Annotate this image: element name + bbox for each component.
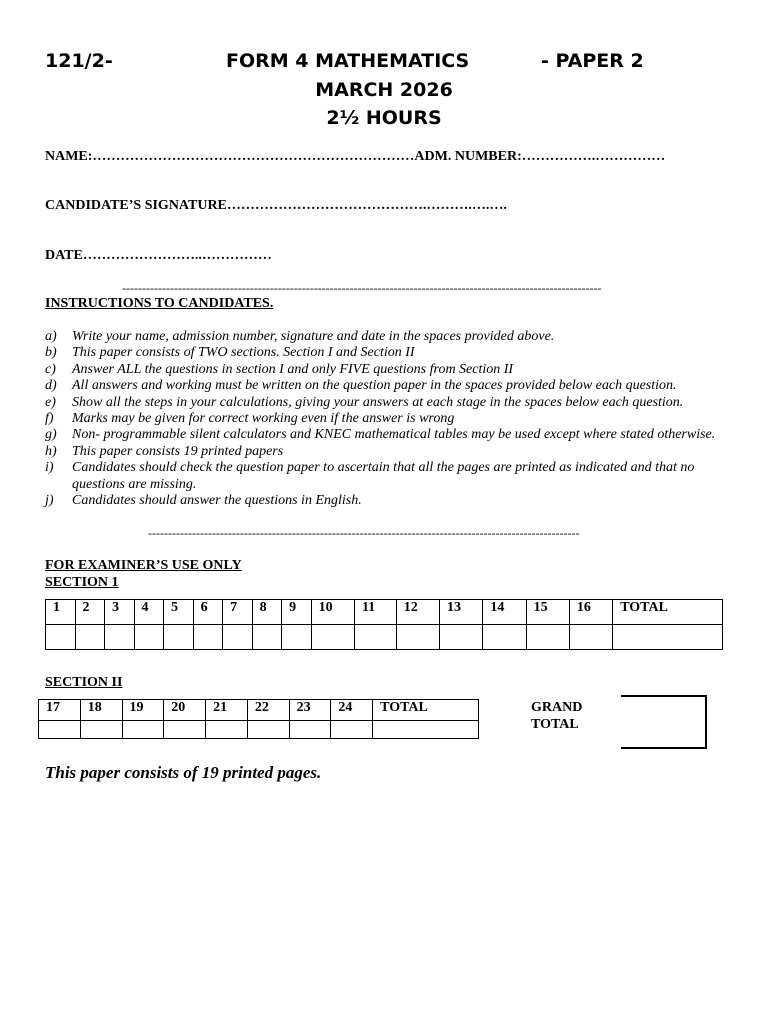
instruction-item: [45, 329, 725, 345]
instruction-letter: i): [45, 460, 54, 476]
grand-total-line2: TOTAL: [531, 717, 579, 732]
section2-score-cell[interactable]: [373, 721, 479, 739]
section2-col-header: TOTAL: [373, 700, 479, 721]
section1-score-cell[interactable]: [46, 625, 76, 650]
section1-col-header: 5: [164, 600, 194, 625]
section1-heading: SECTION 1: [45, 575, 119, 590]
section1-score-cell[interactable]: [75, 625, 105, 650]
section1-col-header: 10: [311, 600, 354, 625]
section2-score-cell[interactable]: [247, 721, 289, 739]
instruction-item: [45, 444, 725, 460]
instruction-item: [45, 460, 725, 493]
section1-score-row: [46, 625, 723, 650]
instruction-letter: e): [45, 394, 56, 410]
instruction-text: Write your name, admission number, signature and date in the spaces provided above.: [72, 329, 555, 344]
section2-score-cell[interactable]: [331, 721, 373, 739]
instruction-letter: f): [45, 411, 54, 427]
section1-score-cell[interactable]: [252, 625, 282, 650]
section1-col-header: 15: [526, 600, 569, 625]
instruction-item: [45, 411, 725, 427]
section1-header-row: [46, 600, 723, 625]
section2-score-table: [38, 699, 479, 739]
instruction-item: [45, 362, 725, 378]
instruction-text: All answers and working must be written on the question paper in the spaces provided below each question.: [72, 378, 677, 394]
grand-total-line1: GRAND: [531, 700, 583, 715]
instruction-text: Non- programmable silent calculators and KNEC mathematical tables may be used except where stated otherwise.: [72, 427, 716, 443]
divider-top: ------------------------------------------------------------------------------------------------------------------------: [122, 281, 602, 295]
instruction-text: This paper consists of TWO sections. Section I and Section II: [72, 345, 415, 361]
instruction-item: [45, 493, 725, 509]
section1-score-cell[interactable]: [193, 625, 223, 650]
grand-total-box[interactable]: [621, 695, 707, 749]
instruction-text: Answer ALL the questions in section I and only FIVE questions from Section II: [72, 361, 514, 377]
section2-score-cell[interactable]: [122, 721, 164, 739]
section1-col-header: 4: [134, 600, 164, 625]
instruction-text: This paper consists 19 printed papers: [72, 443, 284, 459]
section2-score-cell[interactable]: [206, 721, 248, 739]
section1-score-cell[interactable]: [526, 625, 569, 650]
exam-date: MARCH 2026: [315, 79, 453, 101]
instruction-item: [45, 378, 725, 394]
grand-total-label: [531, 699, 582, 733]
signature-field: CANDIDATE’S SIGNATURE…………………………………….……….….….: [45, 198, 507, 213]
paper-code: 121/2-: [45, 50, 113, 72]
section1-col-header: 3: [105, 600, 135, 625]
section1-score-cell[interactable]: [483, 625, 526, 650]
section1-col-header: 2: [75, 600, 105, 625]
section1-score-cell[interactable]: [164, 625, 194, 650]
section1-col-header: 12: [396, 600, 439, 625]
section1-col-header: 16: [569, 600, 612, 625]
instruction-letter: b): [45, 345, 57, 361]
section1-score-table: [45, 599, 723, 650]
section1-score-cell[interactable]: [282, 625, 312, 650]
section2-col-header: 18: [80, 700, 122, 721]
section1-col-header: TOTAL: [613, 600, 723, 625]
instruction-letter: h): [45, 443, 57, 459]
section1-col-header: 11: [354, 600, 396, 625]
instruction-item: [45, 345, 725, 361]
section2-col-header: 22: [247, 700, 289, 721]
section1-col-header: 7: [223, 600, 253, 625]
section1-score-cell[interactable]: [613, 625, 723, 650]
section1-score-cell[interactable]: [354, 625, 396, 650]
instruction-letter: d): [45, 378, 57, 394]
section2-header-row: [39, 700, 479, 721]
instruction-letter: a): [45, 329, 57, 344]
section2-col-header: 24: [331, 700, 373, 721]
instructions-list: [45, 329, 725, 509]
section2-score-row: [39, 721, 479, 739]
paper-number: - PAPER 2: [541, 50, 644, 72]
section1-col-header: 1: [46, 600, 76, 625]
section2-col-header: 21: [206, 700, 248, 721]
name-adm-field: NAME:……………………………………………………………ADM. NUMBER:…………….……………: [45, 149, 666, 164]
printed-pages-note: This paper consists of 19 printed pages.: [45, 763, 322, 782]
section1-score-cell[interactable]: [396, 625, 439, 650]
paper-title: FORM 4 MATHEMATICS: [226, 50, 470, 72]
instruction-text: Marks may be given for correct working even if the answer is wrong: [72, 411, 455, 427]
section1-score-cell[interactable]: [105, 625, 135, 650]
instruction-text: Show all the steps in your calculations, giving your answers at each stage in the spaces below each question.: [72, 394, 684, 410]
section2-score-cell[interactable]: [80, 721, 122, 739]
section2-score-cell[interactable]: [39, 721, 81, 739]
instruction-letter: j): [45, 493, 54, 509]
section1-col-header: 14: [483, 600, 526, 625]
section1-score-cell[interactable]: [440, 625, 483, 650]
instructions-heading: INSTRUCTIONS TO CANDIDATES.: [45, 296, 274, 311]
section2-col-header: 17: [39, 700, 81, 721]
section2-score-cell[interactable]: [164, 721, 206, 739]
section1-col-header: 8: [252, 600, 282, 625]
section1-score-cell[interactable]: [134, 625, 164, 650]
divider-bottom: ------------------------------------------------------------------------------------------------------------: [148, 526, 580, 540]
section1-col-header: 9: [282, 600, 312, 625]
instruction-item: [45, 395, 725, 411]
section2-col-header: 20: [164, 700, 206, 721]
instruction-letter: c): [45, 361, 56, 377]
date-field: DATE……………………..……………: [45, 248, 272, 263]
exam-duration: 2½ HOURS: [326, 107, 442, 129]
section1-col-header: 6: [193, 600, 223, 625]
examiner-heading: FOR EXAMINER’S USE ONLY: [45, 558, 242, 573]
section1-col-header: 13: [440, 600, 483, 625]
instruction-item: [45, 427, 725, 443]
instruction-text: Candidates should answer the questions in English.: [72, 493, 362, 509]
section1-score-cell[interactable]: [223, 625, 253, 650]
instruction-letter: g): [45, 427, 57, 443]
section1-score-cell[interactable]: [569, 625, 612, 650]
section2-score-cell[interactable]: [289, 721, 331, 739]
instruction-text: Candidates should check the question paper to ascertain that all the pages are printed as indicated and that no questions are missing.: [72, 460, 695, 492]
section2-heading: SECTION II: [45, 675, 123, 690]
section2-col-header: 19: [122, 700, 164, 721]
section2-col-header: 23: [289, 700, 331, 721]
section1-score-cell[interactable]: [311, 625, 354, 650]
